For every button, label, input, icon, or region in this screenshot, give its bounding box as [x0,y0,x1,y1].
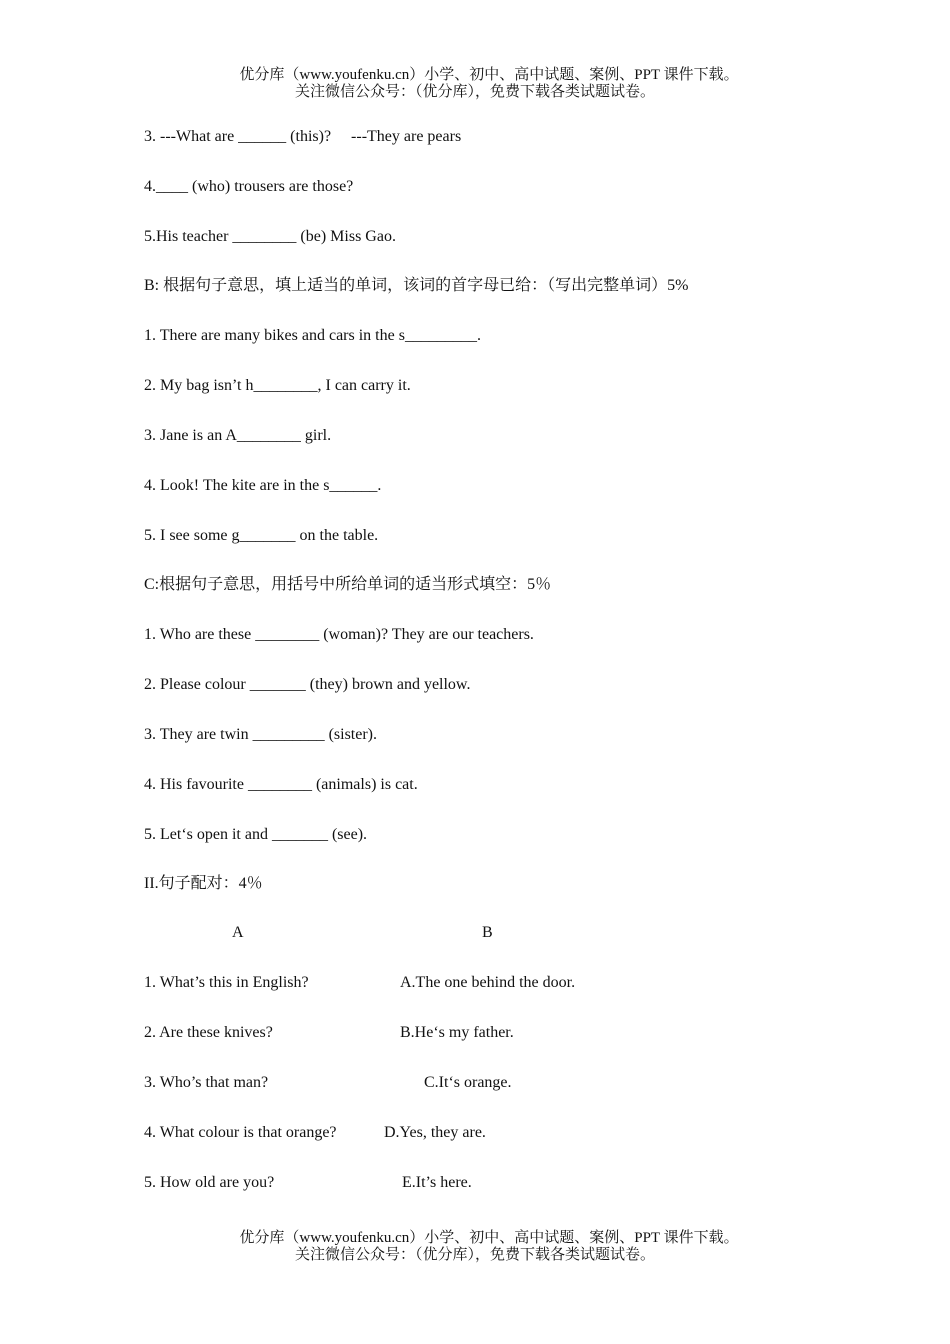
question-c-5: 5. Let‘s open it and _______ (see). [144,826,368,843]
column-a-label: A [232,924,244,941]
footer-line-2: 关注微信公众号：（优分库），免费下载各类试题试卷。 [294,1247,655,1263]
question-b-5: 5. I see some g_______ on the table. [144,527,379,544]
match-a-1: 1. What’s this in English? [144,974,309,991]
question-b-3: 3. Jane is an A________ girl. [144,427,332,444]
question-b-2: 2. My bag isn’t h________, I can carry it. [144,377,411,394]
column-b-label: B [482,924,493,941]
question-c-3: 3. They are twin _________ (sister). [144,726,377,743]
question-a-4: 4.____ (who) trousers are those? [144,178,354,195]
question-c-2: 2. Please colour _______ (they) brown and yellow. [144,676,471,693]
page-footer [0,1230,950,1264]
match-b-1: A.The one behind the door. [400,974,576,991]
question-b-4: 4. Look! The kite are in the s______. [144,477,382,494]
question-c-1: 1. Who are these ________ (woman)? They are our teachers. [144,626,534,643]
question-a-3: 3. ---What are ______ (this)? ---They are pears [144,128,462,145]
question-a-5: 5.His teacher ________ (be) Miss Gao. [144,228,396,245]
match-a-5: 5. How old are you? [144,1174,275,1191]
section-b-heading: B: 根据句子意思，填上适当的单词，该词的首字母已给：（写出完整单词）5% [144,277,689,294]
section-c-heading: C:根据句子意思，用括号中所给单词的适当形式填空：5％ [144,576,552,593]
question-b-1: 1. There are many bikes and cars in the s_________. [144,327,481,344]
match-b-2: B.He‘s my father. [400,1024,514,1041]
match-a-4: 4. What colour is that orange? [144,1124,337,1141]
match-a-3: 3. Who’s that man? [144,1074,269,1091]
match-a-2: 2. Are these knives? [144,1024,273,1041]
match-b-3: C.It‘s orange. [424,1074,512,1091]
header-line-1: 优分库（www.youfenku.cn）小学、初中、高中试题、案例、PPT 课件下载。 [239,67,739,83]
footer-line-1: 优分库（www.youfenku.cn）小学、初中、高中试题、案例、PPT 课件下载。 [239,1230,739,1246]
match-b-5: E.It’s here. [402,1174,472,1191]
header-line-2: 关注微信公众号：（优分库），免费下载各类试题试卷。 [294,84,655,100]
question-c-4: 4. His favourite ________ (animals) is cat. [144,776,418,793]
match-b-4: D.Yes, they are. [384,1124,486,1141]
page-header [0,67,950,101]
section-ii-heading: II.句子配对：4％ [144,875,263,892]
